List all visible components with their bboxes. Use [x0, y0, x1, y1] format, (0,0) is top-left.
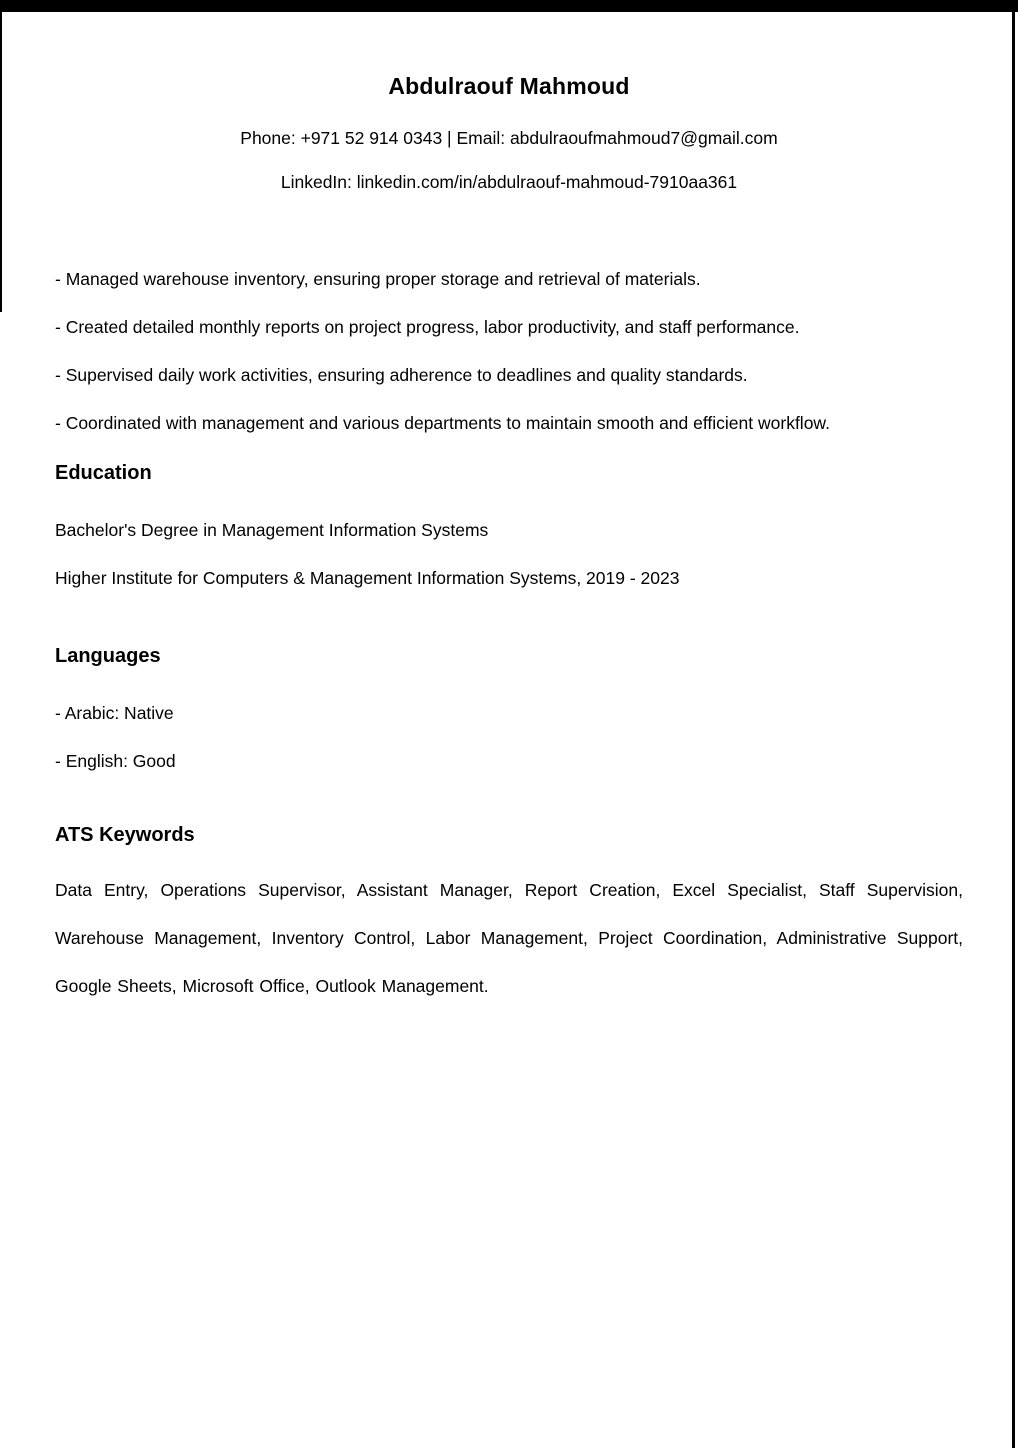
experience-bullet-list: [55, 270, 963, 432]
experience-bullet: - Managed warehouse inventory, ensuring proper storage and retrieval of materials.: [55, 269, 701, 289]
education-institution-line: Higher Institute for Computers & Management Information Systems, 2019 - 2023: [55, 568, 680, 588]
page-top-edge: [0, 0, 1018, 12]
section-heading-education: Education: [55, 462, 152, 484]
ats-keywords-paragraph: Data Entry, Operations Supervisor, Assistant Manager, Report Creation, Excel Specialist, Staff Supervision, Warehouse Management, Inventory Control, Labor Management, Project Coordination, Administrative Support, Google Sheets, Microsoft Office, Outlook Management.: [55, 880, 963, 996]
resume-content: [0, 12, 1018, 1010]
contact-line: Phone: +971 52 914 0343 | Email: abdulraoufmahmoud7@gmail.com: [240, 128, 778, 148]
language-line-arabic: - Arabic: Native: [55, 703, 174, 723]
linkedin-line: LinkedIn: linkedin.com/in/abdulraouf-mahmoud-7910aa361: [280, 172, 738, 192]
experience-bullet: - Coordinated with management and various departments to maintain smooth and efficient workflow.: [55, 413, 830, 433]
language-line-english: - English: Good: [55, 751, 176, 771]
experience-bullet: - Supervised daily work activities, ensuring adherence to deadlines and quality standards.: [55, 365, 748, 385]
section-heading-languages: Languages: [55, 645, 161, 667]
section-heading-ats-keywords: ATS Keywords: [55, 824, 195, 846]
education-degree-line: Bachelor's Degree in Management Information Systems: [55, 520, 489, 540]
candidate-name: Abdulraouf Mahmoud: [388, 73, 630, 99]
experience-bullet: - Created detailed monthly reports on project progress, labor productivity, and staff performance.: [55, 317, 800, 337]
